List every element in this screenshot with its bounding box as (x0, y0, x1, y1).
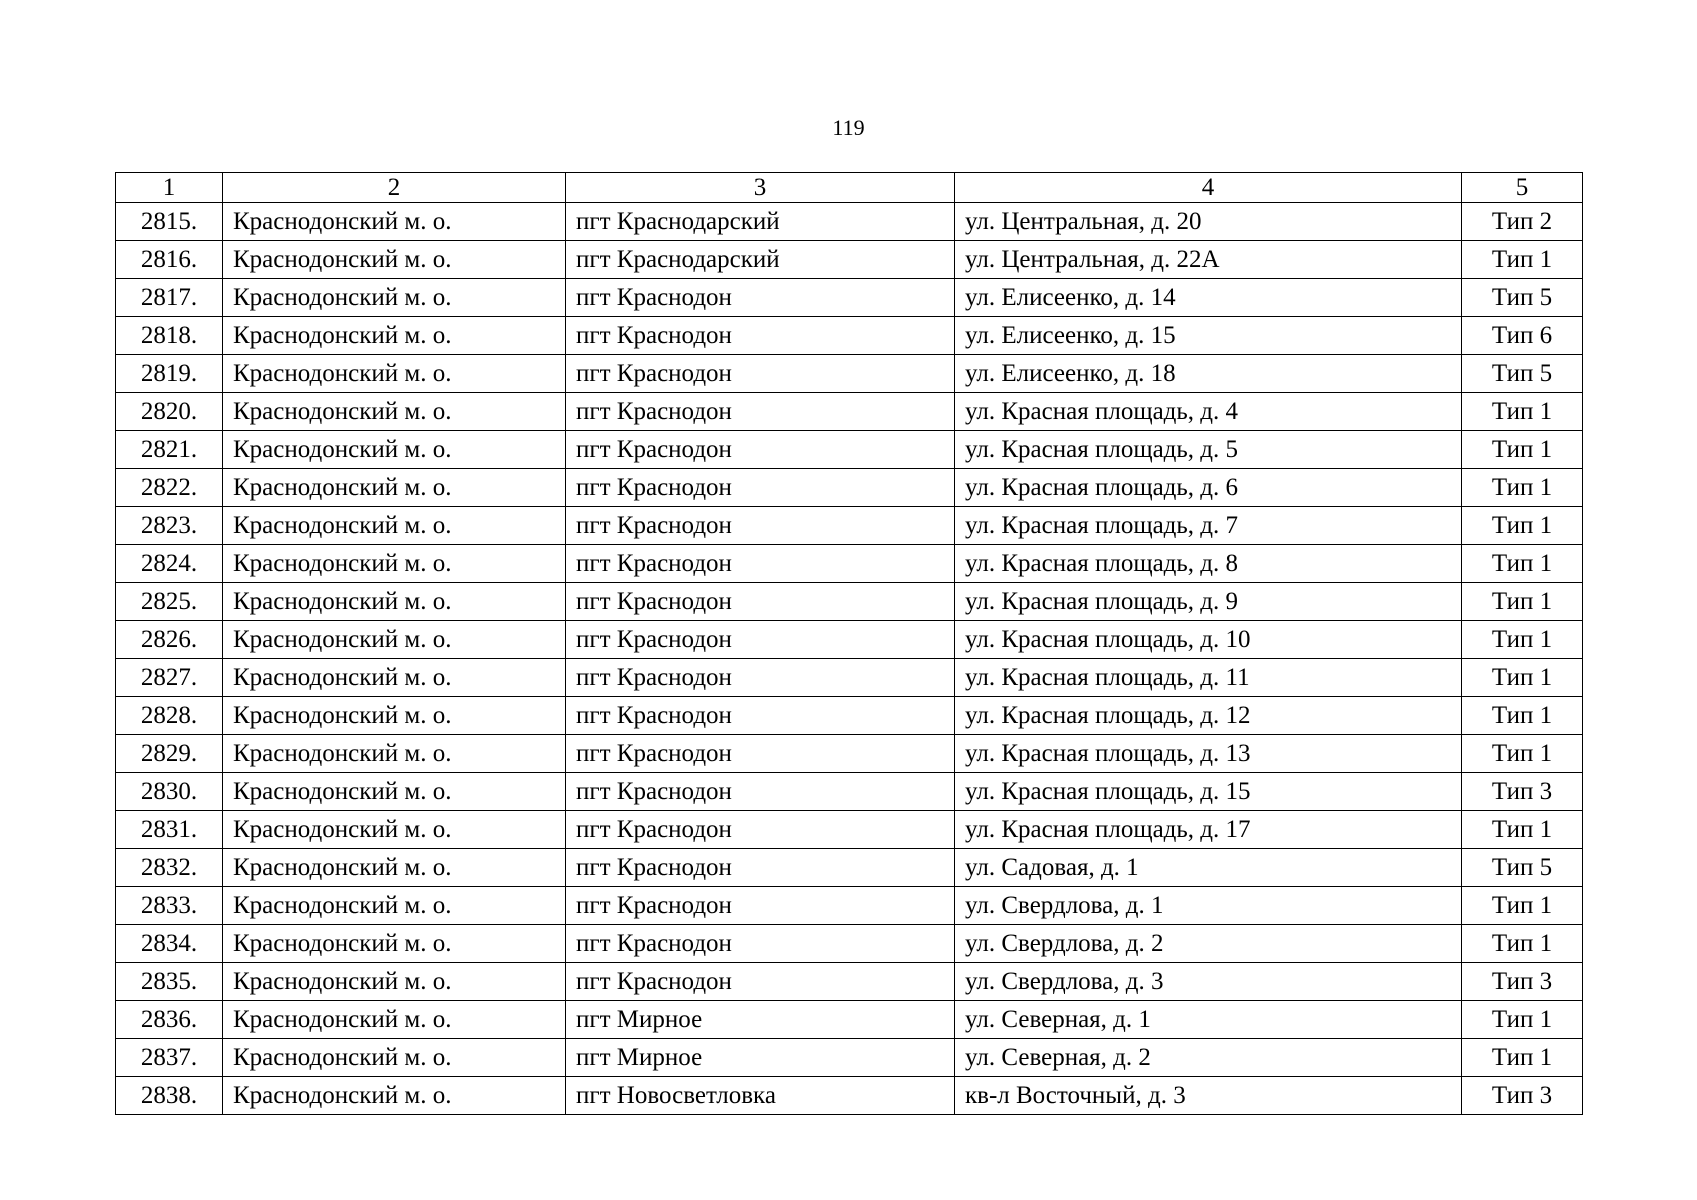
address-cell: ул. Красная площадь, д. 12 (955, 697, 1462, 735)
column-header-4: 4 (955, 173, 1462, 203)
row-number: 2817. (116, 279, 223, 317)
address-cell: ул. Красная площадь, д. 5 (955, 431, 1462, 469)
type-cell: Тип 1 (1462, 887, 1583, 925)
column-header-5: 5 (1462, 173, 1583, 203)
address-cell: ул. Красная площадь, д. 9 (955, 583, 1462, 621)
type-cell: Тип 1 (1462, 469, 1583, 507)
type-cell: Тип 1 (1462, 1039, 1583, 1077)
row-number: 2824. (116, 545, 223, 583)
locality-cell: пгт Краснодон (566, 355, 955, 393)
type-cell: Тип 1 (1462, 583, 1583, 621)
table-row (116, 963, 1583, 1001)
district-cell: Краснодонский м. о. (223, 773, 566, 811)
table-row (116, 1077, 1583, 1115)
row-number: 2821. (116, 431, 223, 469)
address-cell: ул. Красная площадь, д. 13 (955, 735, 1462, 773)
type-cell: Тип 5 (1462, 279, 1583, 317)
locality-cell: пгт Краснодон (566, 583, 955, 621)
type-cell: Тип 5 (1462, 355, 1583, 393)
table-row (116, 887, 1583, 925)
locality-cell: пгт Мирное (566, 1039, 955, 1077)
district-cell: Краснодонский м. о. (223, 621, 566, 659)
locality-cell: пгт Краснодон (566, 279, 955, 317)
locality-cell: пгт Краснодон (566, 963, 955, 1001)
registry-table (115, 172, 1583, 1115)
type-cell: Тип 1 (1462, 811, 1583, 849)
address-cell: ул. Елисеенко, д. 14 (955, 279, 1462, 317)
address-cell: ул. Красная площадь, д. 4 (955, 393, 1462, 431)
row-number: 2834. (116, 925, 223, 963)
district-cell: Краснодонский м. о. (223, 507, 566, 545)
type-cell: Тип 1 (1462, 659, 1583, 697)
locality-cell: пгт Краснодон (566, 659, 955, 697)
table-row (116, 659, 1583, 697)
type-cell: Тип 5 (1462, 849, 1583, 887)
table-row (116, 811, 1583, 849)
district-cell: Краснодонский м. о. (223, 279, 566, 317)
type-cell: Тип 1 (1462, 621, 1583, 659)
locality-cell: пгт Краснодарский (566, 241, 955, 279)
row-number: 2830. (116, 773, 223, 811)
table-row (116, 849, 1583, 887)
locality-cell: пгт Краснодон (566, 507, 955, 545)
table-header (116, 173, 1583, 203)
address-cell: ул. Красная площадь, д. 17 (955, 811, 1462, 849)
locality-cell: пгт Краснодон (566, 621, 955, 659)
table-row (116, 469, 1583, 507)
type-cell: Тип 1 (1462, 925, 1583, 963)
address-cell: ул. Свердлова, д. 1 (955, 887, 1462, 925)
district-cell: Краснодонский м. о. (223, 241, 566, 279)
district-cell: Краснодонский м. о. (223, 925, 566, 963)
district-cell: Краснодонский м. о. (223, 849, 566, 887)
address-cell: ул. Красная площадь, д. 7 (955, 507, 1462, 545)
table-row (116, 355, 1583, 393)
district-cell: Краснодонский м. о. (223, 1039, 566, 1077)
table-row (116, 773, 1583, 811)
type-cell: Тип 1 (1462, 697, 1583, 735)
table-row (116, 507, 1583, 545)
type-cell: Тип 3 (1462, 963, 1583, 1001)
page-number: 119 (832, 115, 865, 140)
row-number: 2829. (116, 735, 223, 773)
district-cell: Краснодонский м. о. (223, 469, 566, 507)
column-header-2: 2 (223, 173, 566, 203)
locality-cell: пгт Краснодон (566, 811, 955, 849)
district-cell: Краснодонский м. о. (223, 203, 566, 241)
table-row (116, 317, 1583, 355)
locality-cell: пгт Краснодон (566, 773, 955, 811)
district-cell: Краснодонский м. о. (223, 887, 566, 925)
row-number: 2819. (116, 355, 223, 393)
address-cell: ул. Красная площадь, д. 6 (955, 469, 1462, 507)
address-cell: ул. Елисеенко, д. 18 (955, 355, 1462, 393)
address-cell: ул. Красная площадь, д. 11 (955, 659, 1462, 697)
address-cell: ул. Центральная, д. 22А (955, 241, 1462, 279)
table-row (116, 431, 1583, 469)
table-body (116, 203, 1583, 1115)
row-number: 2826. (116, 621, 223, 659)
locality-cell: пгт Краснодон (566, 887, 955, 925)
district-cell: Краснодонский м. о. (223, 431, 566, 469)
row-number: 2832. (116, 849, 223, 887)
type-cell: Тип 1 (1462, 393, 1583, 431)
column-header-3: 3 (566, 173, 955, 203)
table-row (116, 545, 1583, 583)
address-cell: ул. Садовая, д. 1 (955, 849, 1462, 887)
row-number: 2831. (116, 811, 223, 849)
type-cell: Тип 3 (1462, 1077, 1583, 1115)
row-number: 2815. (116, 203, 223, 241)
locality-cell: пгт Краснодон (566, 393, 955, 431)
row-number: 2828. (116, 697, 223, 735)
district-cell: Краснодонский м. о. (223, 355, 566, 393)
row-number: 2825. (116, 583, 223, 621)
column-header-1: 1 (116, 173, 223, 203)
address-cell: ул. Свердлова, д. 2 (955, 925, 1462, 963)
address-cell: ул. Красная площадь, д. 15 (955, 773, 1462, 811)
type-cell: Тип 1 (1462, 1001, 1583, 1039)
row-number: 2818. (116, 317, 223, 355)
district-cell: Краснодонский м. о. (223, 583, 566, 621)
table-row (116, 925, 1583, 963)
type-cell: Тип 2 (1462, 203, 1583, 241)
type-cell: Тип 1 (1462, 507, 1583, 545)
address-cell: ул. Северная, д. 2 (955, 1039, 1462, 1077)
district-cell: Краснодонский м. о. (223, 1077, 566, 1115)
row-number: 2838. (116, 1077, 223, 1115)
type-cell: Тип 1 (1462, 431, 1583, 469)
table-row (116, 583, 1583, 621)
locality-cell: пгт Краснодон (566, 431, 955, 469)
locality-cell: пгт Краснодарский (566, 203, 955, 241)
district-cell: Краснодонский м. о. (223, 317, 566, 355)
locality-cell: пгт Мирное (566, 1001, 955, 1039)
table-row (116, 697, 1583, 735)
locality-cell: пгт Краснодон (566, 317, 955, 355)
district-cell: Краснодонский м. о. (223, 393, 566, 431)
row-number: 2827. (116, 659, 223, 697)
district-cell: Краснодонский м. о. (223, 659, 566, 697)
row-number: 2833. (116, 887, 223, 925)
district-cell: Краснодонский м. о. (223, 1001, 566, 1039)
row-number: 2820. (116, 393, 223, 431)
district-cell: Краснодонский м. о. (223, 811, 566, 849)
row-number: 2816. (116, 241, 223, 279)
address-cell: ул. Красная площадь, д. 10 (955, 621, 1462, 659)
row-number: 2837. (116, 1039, 223, 1077)
locality-cell: пгт Краснодон (566, 849, 955, 887)
district-cell: Краснодонский м. о. (223, 545, 566, 583)
type-cell: Тип 3 (1462, 773, 1583, 811)
table-row (116, 1039, 1583, 1077)
type-cell: Тип 6 (1462, 317, 1583, 355)
type-cell: Тип 1 (1462, 545, 1583, 583)
table-row (116, 1001, 1583, 1039)
table-row (116, 621, 1583, 659)
district-cell: Краснодонский м. о. (223, 735, 566, 773)
address-cell: ул. Красная площадь, д. 8 (955, 545, 1462, 583)
table-row (116, 203, 1583, 241)
table-row (116, 241, 1583, 279)
header-row (116, 173, 1583, 203)
table-row (116, 393, 1583, 431)
row-number: 2835. (116, 963, 223, 1001)
locality-cell: пгт Краснодон (566, 545, 955, 583)
address-cell: ул. Северная, д. 1 (955, 1001, 1462, 1039)
district-cell: Краснодонский м. о. (223, 697, 566, 735)
locality-cell: пгт Новосветловка (566, 1077, 955, 1115)
type-cell: Тип 1 (1462, 735, 1583, 773)
locality-cell: пгт Краснодон (566, 697, 955, 735)
row-number: 2822. (116, 469, 223, 507)
row-number: 2836. (116, 1001, 223, 1039)
type-cell: Тип 1 (1462, 241, 1583, 279)
address-cell: кв-л Восточный, д. 3 (955, 1077, 1462, 1115)
locality-cell: пгт Краснодон (566, 735, 955, 773)
address-cell: ул. Елисеенко, д. 15 (955, 317, 1462, 355)
row-number: 2823. (116, 507, 223, 545)
locality-cell: пгт Краснодон (566, 469, 955, 507)
address-cell: ул. Центральная, д. 20 (955, 203, 1462, 241)
locality-cell: пгт Краснодон (566, 925, 955, 963)
table-row (116, 279, 1583, 317)
address-cell: ул. Свердлова, д. 3 (955, 963, 1462, 1001)
district-cell: Краснодонский м. о. (223, 963, 566, 1001)
table-row (116, 735, 1583, 773)
